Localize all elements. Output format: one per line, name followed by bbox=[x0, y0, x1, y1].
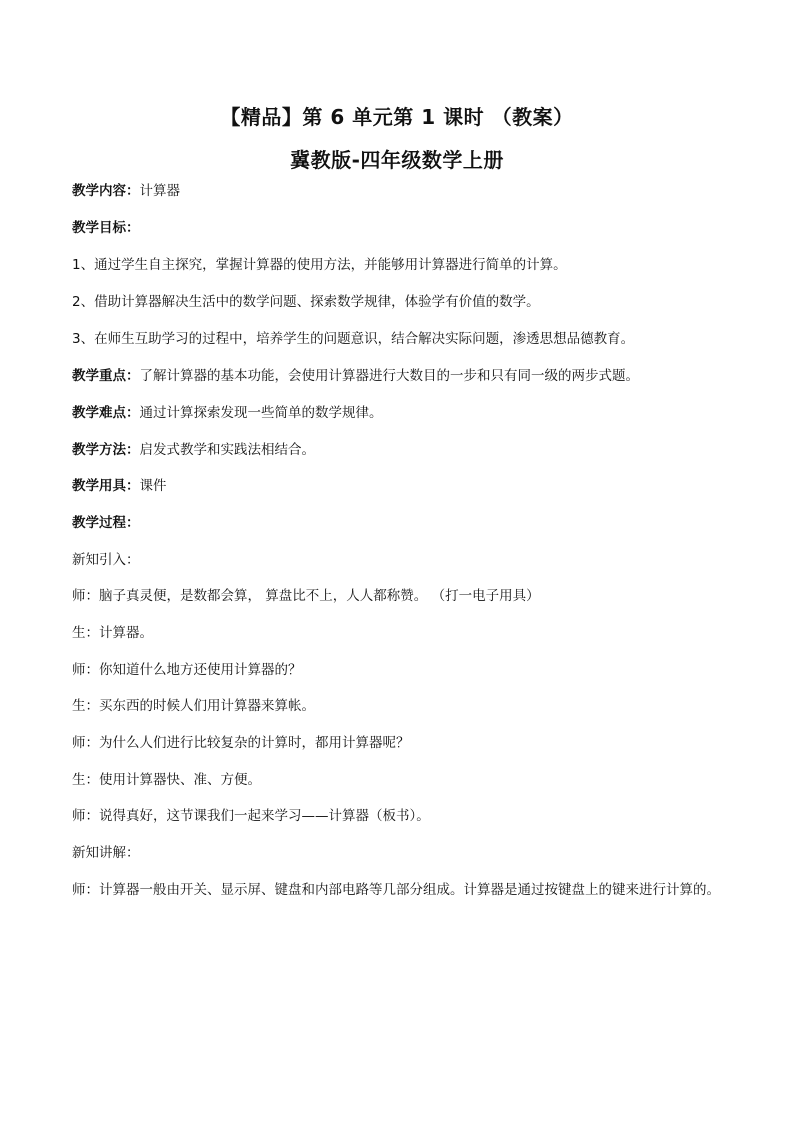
teaching-objectives-line bbox=[72, 218, 732, 238]
process-label: 教学过程： bbox=[72, 515, 140, 531]
methods-value: 启发式教学和实践法相结合。 bbox=[139, 442, 315, 458]
key-points-value: 了解计算器的基本功能，会使用计算器进行大数目的一步和只有同一级的两步式题。 bbox=[139, 368, 639, 384]
dialogue-line: 师：脑子真灵便，是数都会算， 算盘比不上，人人都称赞。 （打一电子用具） bbox=[72, 588, 540, 604]
document-subtitle: 冀教版-四年级数学上册 bbox=[290, 148, 504, 172]
teaching-content-label: 教学内容： bbox=[72, 183, 140, 199]
tools-value: 课件 bbox=[139, 478, 167, 494]
dialogue-line: 师：你知道什么地方还使用计算器的？ bbox=[72, 662, 302, 678]
methods-line bbox=[72, 440, 732, 460]
methods-label: 教学方法： bbox=[72, 442, 140, 458]
objective-item: 1、通过学生自主探究，掌握计算器的使用方法，并能够用计算器进行简单的计算。 bbox=[72, 257, 567, 273]
difficulties-label: 教学难点： bbox=[72, 405, 140, 421]
teaching-content-value: 计算器 bbox=[139, 183, 180, 199]
teaching-content-line bbox=[72, 181, 732, 201]
tools-label: 教学用具： bbox=[72, 478, 140, 494]
key-points-line bbox=[72, 366, 732, 386]
document-title: 【精品】第 6 单元第 1 课时 （教案） bbox=[220, 105, 574, 129]
objective-item: 2、借助计算器解决生活中的数学问题、探索数学规律，体验学有价值的数学。 bbox=[72, 294, 540, 310]
intro-heading: 新知引入： bbox=[72, 552, 140, 568]
dialogue-line: 师：说得真好，这节课我们一起来学习——计算器（板书）。 bbox=[72, 808, 430, 824]
dialogue-line: 生：计算器。 bbox=[72, 625, 153, 641]
tools-line bbox=[72, 476, 732, 496]
objective-item: 3、在师生互助学习的过程中，培养学生的问题意识，结合解决实际问题，渗透思想品德教育。 bbox=[72, 331, 635, 347]
difficulties-line bbox=[72, 403, 732, 423]
explain-paragraph: 师：计算器一般由开关、显示屏、键盘和内部电路等几部分组成。计算器是通过按键盘上的键来进行计算的。 bbox=[72, 882, 720, 898]
dialogue-line: 师：为什么人们进行比较复杂的计算时，都用计算器呢？ bbox=[72, 735, 410, 751]
key-points-label: 教学重点： bbox=[72, 368, 140, 384]
process-line bbox=[72, 513, 732, 533]
dialogue-line: 生：买东西的时候人们用计算器来算帐。 bbox=[72, 698, 315, 714]
difficulties-value: 通过计算探索发现一些简单的数学规律。 bbox=[139, 405, 383, 421]
explain-heading: 新知讲解： bbox=[72, 845, 140, 861]
teaching-objectives-label: 教学目标： bbox=[72, 220, 140, 236]
dialogue-line: 生：使用计算器快、准、方便。 bbox=[72, 772, 261, 788]
